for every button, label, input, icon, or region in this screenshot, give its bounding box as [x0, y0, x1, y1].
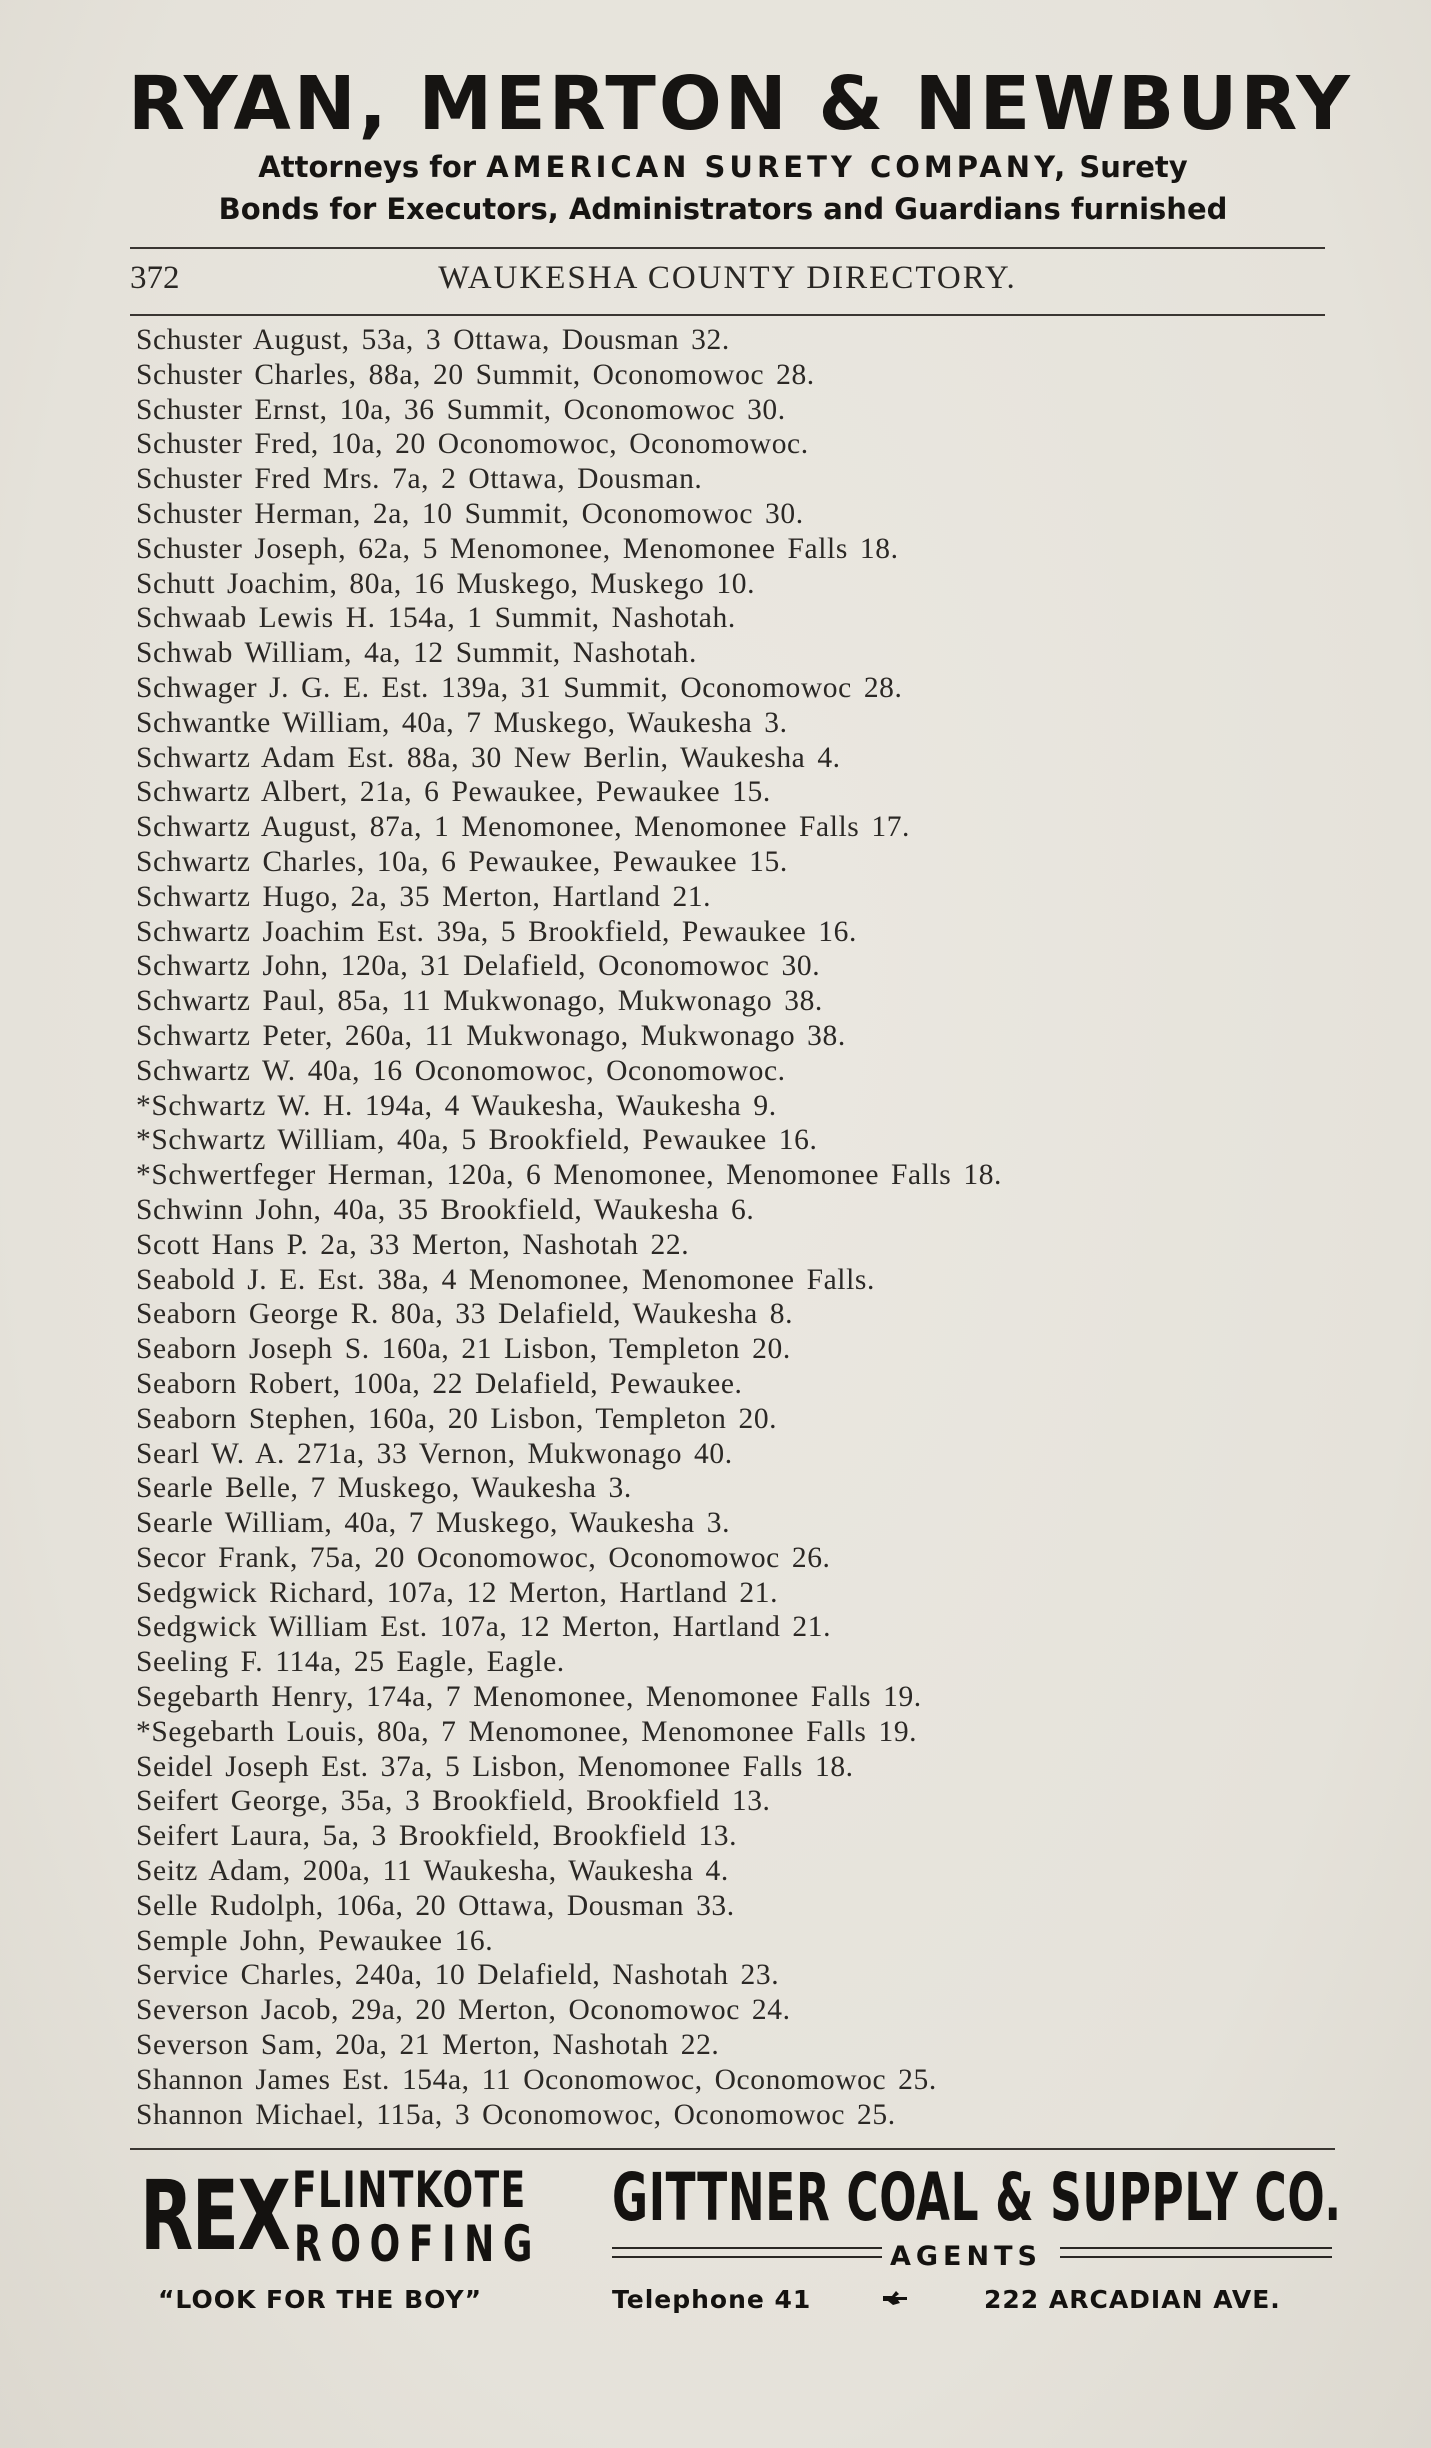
directory-entry: Schwantke William, 40a, 7 Muskego, Waukesha 3.	[136, 706, 788, 739]
directory-entry: Seeling F. 114a, 25 Eagle, Eagle.	[136, 1646, 565, 1679]
agents-label: AGENTS	[890, 2241, 1042, 2272]
company-name: GITTNER COAL & SUPPLY CO.	[612, 2159, 1342, 2236]
directory-entry: *Schwertfeger Herman, 120a, 6 Menomonee, Menomonee Falls 18.	[136, 1159, 1003, 1192]
top-rule	[130, 247, 1325, 249]
directory-entry: Seabold J. E. Est. 38a, 4 Menomonee, Menomonee Falls.	[136, 1263, 875, 1296]
pointing-hand-icon	[882, 2288, 908, 2313]
directory-entry: Schwartz Hugo, 2a, 35 Merton, Hartland 21.	[136, 880, 712, 913]
directory-entry: Schuster Joseph, 62a, 5 Menomonee, Menomonee Falls 18.	[136, 532, 899, 565]
firm-name: RYAN, MERTON & NEWBURY	[128, 61, 1353, 147]
agents-left-rule	[612, 2247, 882, 2258]
directory-entry: Seitz Adam, 200a, 11 Waukesha, Waukesha 4.	[136, 1855, 729, 1888]
directory-entry: Seifert George, 35a, 3 Brookfield, Brookfield 13.	[136, 1785, 771, 1818]
directory-entry: Schuster August, 53a, 3 Ottawa, Dousman 32.	[136, 324, 730, 356]
directory-entry: Schwager J. G. E. Est. 139a, 31 Summit, Oconomowoc 28.	[136, 671, 903, 704]
directory-listing	[136, 323, 1336, 2132]
directory-entry: Seidel Joseph Est. 37a, 5 Lisbon, Menomonee Falls 18.	[136, 1750, 854, 1783]
directory-entry: Schwartz Joachim Est. 39a, 5 Brookfield, Pewaukee 16.	[136, 915, 857, 948]
bottom-rule	[130, 2148, 1335, 2150]
directory-entry: Schwaab Lewis H. 154a, 1 Summit, Nashotah.	[136, 602, 736, 635]
directory-entry: Schuster Herman, 2a, 10 Summit, Oconomowoc 30.	[136, 497, 804, 530]
ad-line-1-lead: Attorneys for	[258, 150, 477, 184]
directory-entry: *Segebarth Louis, 80a, 7 Menomonee, Menomonee Falls 19.	[136, 1715, 918, 1748]
directory-entry: Seifert Laura, 5a, 3 Brookfield, Brookfield 13.	[136, 1820, 738, 1853]
directory-entry: Schuster Fred Mrs. 7a, 2 Ottawa, Dousman.	[136, 463, 703, 496]
directory-entry: Schwartz Peter, 260a, 11 Mukwonago, Mukwonago 38.	[136, 1019, 846, 1052]
ad-line-1-tail: Surety	[1079, 150, 1188, 184]
ad-line-1	[128, 146, 1318, 188]
top-advertisement	[128, 61, 1353, 230]
directory-entry: Severson Sam, 20a, 21 Merton, Nashotah 22.	[136, 2029, 720, 2062]
directory-entry: Severson Jacob, 29a, 20 Merton, Oconomowoc 24.	[136, 1994, 791, 2027]
directory-entry: Segebarth Henry, 174a, 7 Menomonee, Menomonee Falls 19.	[136, 1681, 922, 1714]
flintkote-label: FLINTKOTE	[292, 2161, 527, 2219]
roofing-label: ROOFING	[294, 2215, 542, 2273]
running-head	[130, 260, 1325, 304]
directory-entry: Seaborn Stephen, 160a, 20 Lisbon, Templeton 20.	[136, 1402, 778, 1435]
telephone: Telephone 41	[612, 2285, 812, 2314]
directory-entry: Schwartz Adam Est. 88a, 30 New Berlin, Waukesha 4.	[136, 741, 841, 774]
directory-entry: Schwartz Paul, 85a, 11 Mukwonago, Mukwonago 38.	[136, 985, 823, 1018]
directory-entry: Schuster Charles, 88a, 20 Summit, Oconomowoc 28.	[136, 358, 815, 391]
directory-entry: Secor Frank, 75a, 20 Oconomowoc, Oconomowoc 26.	[136, 1541, 831, 1574]
surety-company-name: AMERICAN SURETY COMPANY,	[486, 150, 1070, 184]
directory-entry: Schwartz August, 87a, 1 Menomonee, Menomonee Falls 17.	[136, 811, 911, 844]
directory-entry: Schuster Fred, 10a, 20 Oconomowoc, Oconomowoc.	[136, 428, 809, 461]
agents-right-rule	[1060, 2247, 1332, 2258]
directory-entry: Schuster Ernst, 10a, 36 Summit, Oconomowoc 30.	[136, 393, 786, 426]
directory-entry: Seaborn George R. 80a, 33 Delafield, Waukesha 8.	[136, 1298, 794, 1331]
directory-entry: Selle Rudolph, 106a, 20 Ottawa, Dousman 33.	[136, 1889, 735, 1922]
directory-entry: Schutt Joachim, 80a, 16 Muskego, Muskego 10.	[136, 567, 756, 600]
directory-entry: Schwartz John, 120a, 31 Delafield, Oconomowoc 30.	[136, 950, 821, 983]
directory-entry: Seaborn Robert, 100a, 22 Delafield, Pewaukee.	[136, 1367, 743, 1400]
directory-entry: Service Charles, 240a, 10 Delafield, Nashotah 23.	[136, 1959, 780, 1992]
slogan: “LOOK FOR THE BOY”	[158, 2285, 483, 2314]
street-address: 222 ARCADIAN AVE.	[984, 2285, 1281, 2314]
directory-entry: *Schwartz William, 40a, 5 Brookfield, Pewaukee 16.	[136, 1124, 818, 1157]
page-number: 372	[130, 260, 180, 296]
directory-entry: Schwinn John, 40a, 35 Brookfield, Waukesha 6.	[136, 1193, 755, 1226]
directory-entry: Shannon Michael, 115a, 3 Oconomowoc, Oconomowoc 25.	[136, 2098, 896, 2131]
directory-title: WAUKESHA COUNTY DIRECTORY.	[438, 260, 1017, 296]
directory-entry: Schwartz W. 40a, 16 Oconomowoc, Oconomowoc.	[136, 1054, 786, 1087]
directory-entry: Schwartz Charles, 10a, 6 Pewaukee, Pewaukee 15.	[136, 845, 788, 878]
directory-entry: Sedgwick Richard, 107a, 12 Merton, Hartland 21.	[136, 1576, 779, 1609]
ad-line-2: Bonds for Executors, Administrators and Guardians furnished	[218, 192, 1228, 226]
directory-entry: Searle Belle, 7 Muskego, Waukesha 3.	[136, 1472, 632, 1505]
directory-entry: *Schwartz W. H. 194a, 4 Waukesha, Waukesha 9.	[136, 1089, 777, 1122]
directory-entry: Scott Hans P. 2a, 33 Merton, Nashotah 22.	[136, 1228, 690, 1261]
directory-entry: Schwartz Albert, 21a, 6 Pewaukee, Pewaukee 15.	[136, 776, 771, 809]
directory-entry: Shannon James Est. 154a, 11 Oconomowoc, Oconomowoc 25.	[136, 2063, 937, 2096]
rex-brand: REX	[140, 2160, 290, 2272]
directory-entry: Sedgwick William Est. 107a, 12 Merton, Hartland 21.	[136, 1611, 832, 1644]
directory-entry: Seaborn Joseph S. 160a, 21 Lisbon, Templeton 20.	[136, 1333, 791, 1366]
directory-entry: Semple John, Pewaukee 16.	[136, 1924, 494, 1957]
directory-entry: Searl W. A. 271a, 33 Vernon, Mukwonago 40.	[136, 1437, 733, 1470]
head-rule	[130, 314, 1325, 316]
directory-entry: Schwab William, 4a, 12 Summit, Nashotah.	[136, 637, 697, 670]
directory-entry: Searle William, 40a, 7 Muskego, Waukesha 3.	[136, 1507, 731, 1540]
